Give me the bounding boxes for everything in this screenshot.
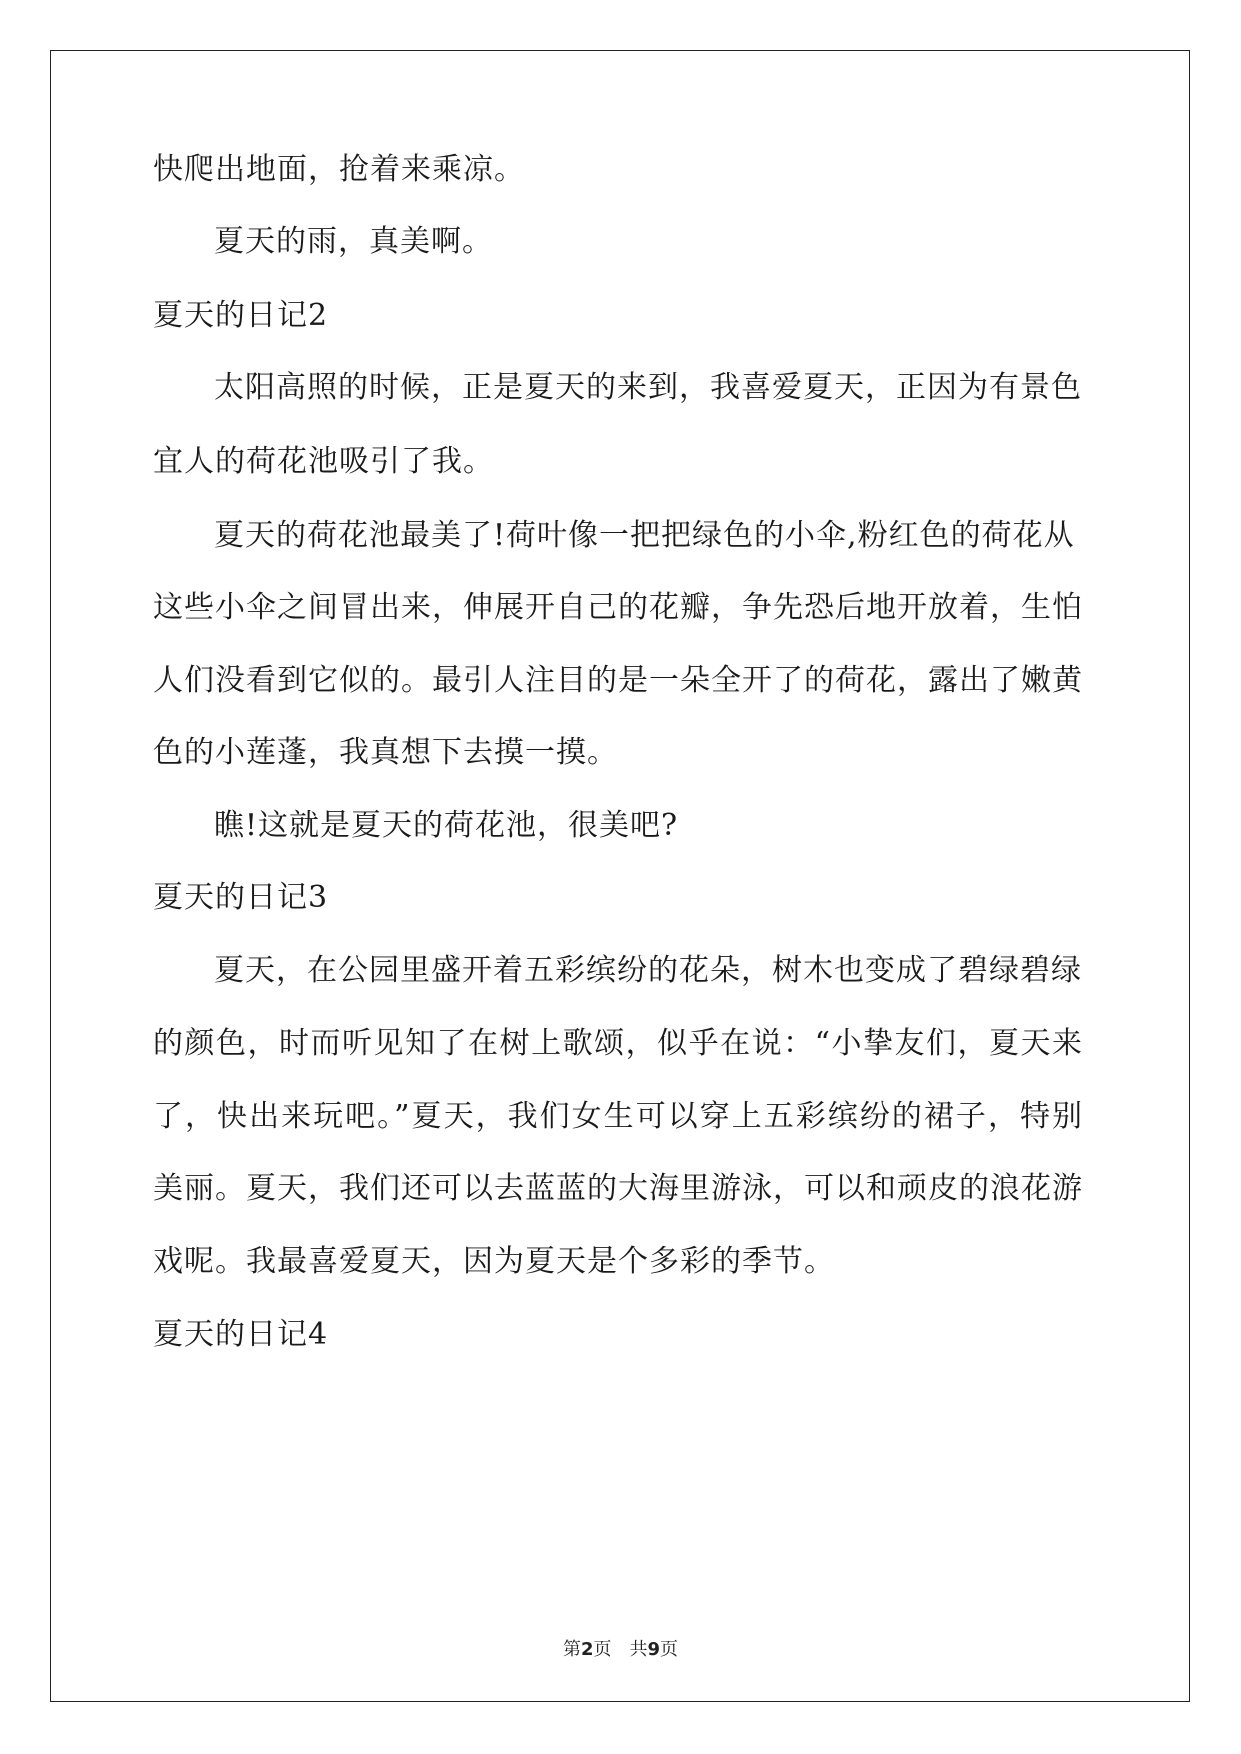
paragraph-line: 夏天的雨，真美啊。 xyxy=(214,224,493,259)
section-heading: 夏天的日记4 xyxy=(153,1317,329,1352)
paragraph-line: 色的小莲蓬，我真想下去摸一摸。 xyxy=(153,735,618,770)
paragraph-line: 夏天，在公园里盛开着五彩缤纷的花朵，树木也变成了碧绿碧绿 xyxy=(214,953,1082,988)
paragraph-line: 瞧!这就是夏天的荷花池，很美吧? xyxy=(214,808,679,843)
total-page-number: 9 xyxy=(647,1639,661,1660)
page-suffix: 页 xyxy=(593,1639,612,1660)
current-page-number: 2 xyxy=(580,1639,594,1660)
paragraph-line: 宜人的荷花池吸引了我。 xyxy=(153,444,494,479)
paragraph-line: 的颜色，时而听见知了在树上歌颂，似乎在说：“小挚友们，夏天来 xyxy=(153,1026,1083,1061)
paragraph-line: 夏天的荷花池最美了!荷叶像一把把绿色的小伞,粉红色的荷花从 xyxy=(214,518,1075,553)
paragraph-line: 了，快出来玩吧。”夏天，我们女生可以穿上五彩缤纷的裙子，特别 xyxy=(153,1099,1083,1134)
section-heading: 夏天的日记3 xyxy=(153,880,329,915)
paragraph-line: 太阳高照的时候，正是夏天的来到，我喜爱夏天，正因为有景色 xyxy=(214,370,1082,405)
paragraph-line: 戏呢。我最喜爱夏天，因为夏天是个多彩的季节。 xyxy=(153,1244,835,1279)
total-prefix: 共 xyxy=(629,1639,648,1660)
page-prefix: 第 xyxy=(562,1639,581,1660)
total-suffix: 页 xyxy=(660,1639,679,1660)
section-heading: 夏天的日记2 xyxy=(153,298,329,333)
page-footer xyxy=(0,1635,1241,1661)
paragraph-line: 快爬出地面，抢着来乘凉。 xyxy=(153,152,525,187)
paragraph-line: 美丽。夏天，我们还可以去蓝蓝的大海里游泳，可以和顽皮的浪花游 xyxy=(153,1171,1083,1206)
paragraph-line: 人们没看到它似的。最引人注目的是一朵全开了的荷花，露出了嫩黄 xyxy=(153,663,1083,698)
paragraph-line: 这些小伞之间冒出来，伸展开自己的花瓣，争先恐后地开放着，生怕 xyxy=(153,590,1083,625)
